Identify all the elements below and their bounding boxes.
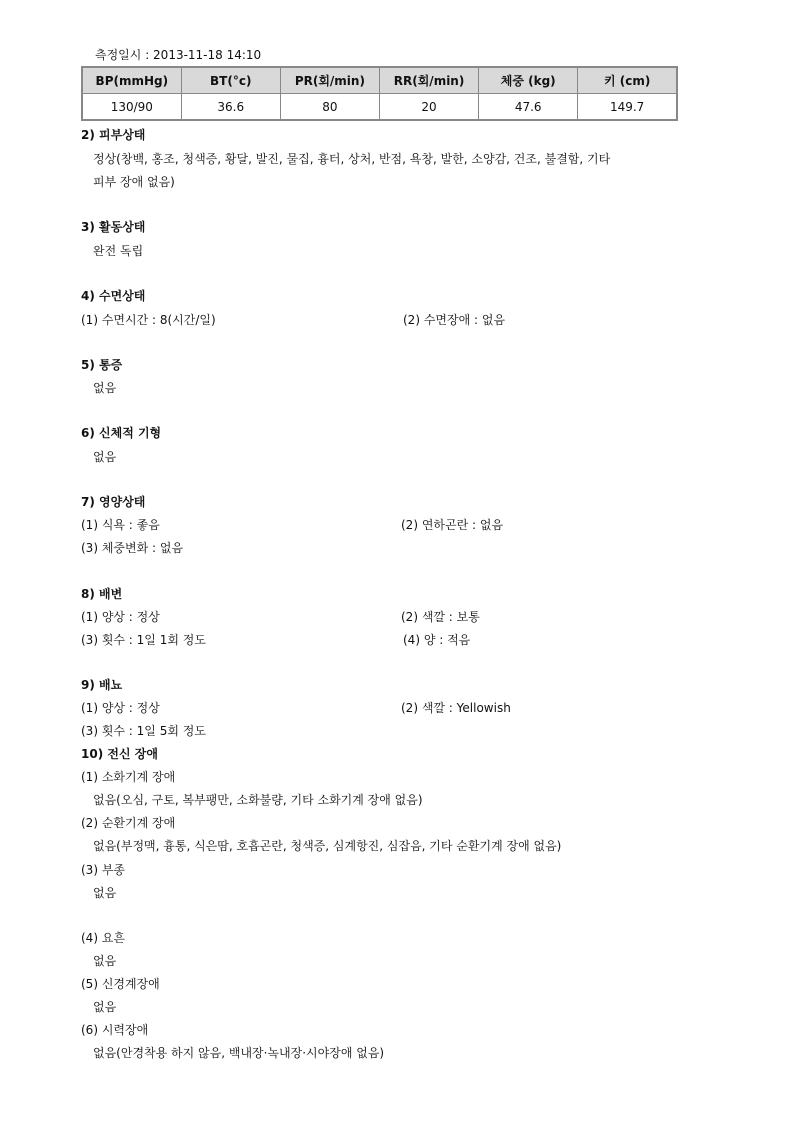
bowel-color: (2) 색깔 : 보통	[401, 610, 480, 624]
systemic-neuro-label: (5) 신경계장애	[81, 977, 160, 991]
value-bp: 130/90	[82, 94, 181, 121]
header-rr: RR(회/min)	[379, 67, 478, 94]
section-deformity-body: 없음	[93, 450, 117, 464]
systemic-circulatory-label: (2) 순환기계 장애	[81, 816, 176, 830]
measure-datetime: 측정일시 : 2013-11-18 14:10	[95, 48, 262, 62]
value-rr: 20	[379, 94, 478, 121]
vitals-header-row	[82, 67, 677, 94]
systemic-pitting-label: (4) 요흔	[81, 931, 125, 945]
systemic-vision-value: 없음(안경착용 하지 않음, 백내장·녹내장·시야장애 없음)	[93, 1046, 385, 1060]
systemic-vision-label: (6) 시력장애	[81, 1023, 149, 1037]
section-pain-title: 5) 통증	[81, 358, 123, 372]
section-skin-title: 2) 피부상태	[81, 128, 146, 142]
section-deformity-title: 6) 신체적 기형	[81, 426, 162, 440]
section-sleep-title: 4) 수면상태	[81, 289, 146, 303]
measure-label: 측정일시	[95, 48, 142, 62]
systemic-circulatory-value: 없음(부정맥, 흉통, 식은땀, 호흡곤란, 청색증, 심계항진, 심잡음, 기타 순환기계 장애 없음)	[93, 839, 562, 853]
nutrition-weight-change: (3) 체중변화 : 없음	[81, 541, 184, 555]
nutrition-appetite: (1) 식욕 : 좋음	[81, 518, 160, 532]
measure-value: 2013-11-18 14:10	[153, 48, 262, 62]
systemic-neuro-value: 없음	[93, 1000, 117, 1014]
vitals-table	[81, 66, 678, 121]
systemic-pitting-value: 없음	[93, 954, 117, 968]
sleep-hours: (1) 수면시간 : 8(시간/일)	[81, 313, 216, 327]
section-activity-body: 완전 독립	[93, 244, 144, 258]
systemic-edema-value: 없음	[93, 886, 117, 900]
vitals-value-row	[82, 94, 677, 121]
urination-color: (2) 색깔 : Yellowish	[401, 701, 511, 715]
sleep-disorder: (2) 수면장애 : 없음	[403, 313, 506, 327]
urination-frequency: (3) 횟수 : 1일 5회 정도	[81, 724, 206, 738]
bowel-amount: (4) 양 : 적음	[403, 633, 471, 647]
header-bt: BT(°c)	[181, 67, 280, 94]
section-systemic-title: 10) 전신 장애	[81, 747, 158, 761]
systemic-digestive-label: (1) 소화기계 장애	[81, 770, 176, 784]
section-bowel-title: 8) 배변	[81, 587, 123, 601]
header-pr: PR(회/min)	[280, 67, 379, 94]
systemic-edema-label: (3) 부종	[81, 863, 125, 877]
value-weight: 47.6	[479, 94, 578, 121]
systemic-digestive-value: 없음(오심, 구토, 복부팽만, 소화불량, 기타 소화기계 장애 없음)	[93, 793, 423, 807]
section-nutrition-title: 7) 영양상태	[81, 495, 146, 509]
bowel-frequency: (3) 횟수 : 1일 1회 정도	[81, 633, 206, 647]
header-weight: 체중 (kg)	[479, 67, 578, 94]
section-pain-body: 없음	[93, 381, 117, 395]
value-bt: 36.6	[181, 94, 280, 121]
section-skin-line2: 피부 장애 없음)	[93, 175, 175, 189]
section-activity-title: 3) 활동상태	[81, 220, 146, 234]
nutrition-dysphagia: (2) 연하곤란 : 없음	[401, 518, 504, 532]
section-skin-line1: 정상(창백, 홍조, 청색증, 황달, 발진, 물집, 흉터, 상처, 반점, 욕창, 발한, 소양감, 건조, 불결함, 기타	[93, 152, 611, 166]
bowel-pattern: (1) 양상 : 정상	[81, 610, 160, 624]
header-bp: BP(mmHg)	[82, 67, 181, 94]
urination-pattern: (1) 양상 : 정상	[81, 701, 160, 715]
header-height: 키 (cm)	[578, 67, 677, 94]
value-height: 149.7	[578, 94, 677, 121]
section-urination-title: 9) 배뇨	[81, 678, 123, 692]
value-pr: 80	[280, 94, 379, 121]
